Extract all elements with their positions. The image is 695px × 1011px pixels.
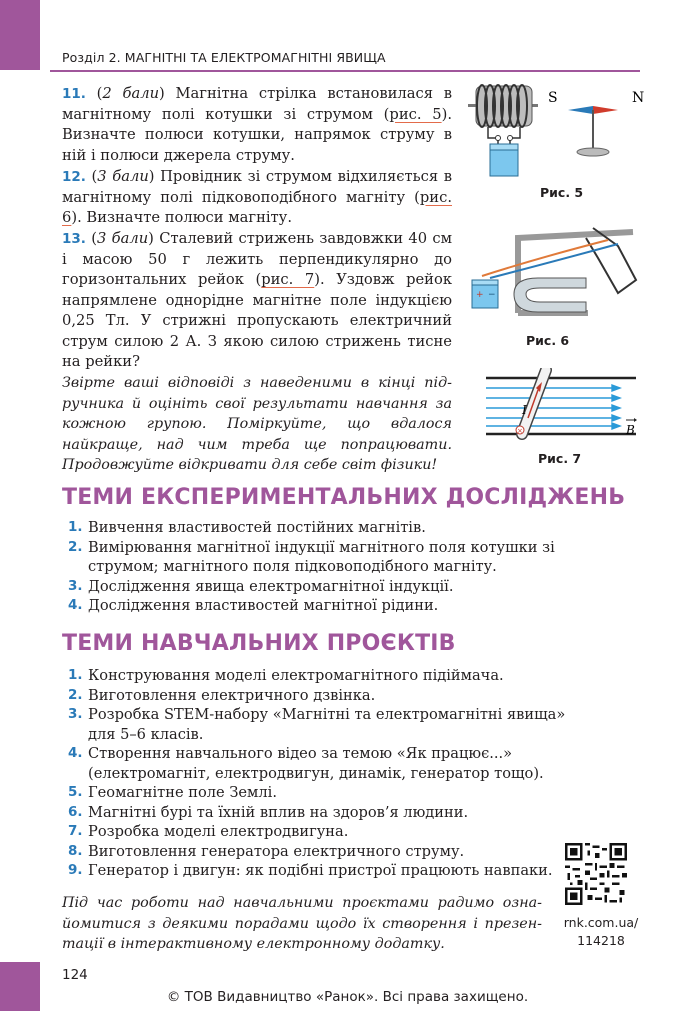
running-head: Розділ 2. МАГНІТНІ ТА ЕЛЕКТРОМАГНІТНІ ЯВИЩА bbox=[62, 50, 386, 65]
task-text-before: ) Сталевий стрижень завдовжки 40 см і масою 50 г лежить перпендикулярно до горизонтальних рейок ( bbox=[62, 230, 453, 288]
list-item-text: Магнітні бурі та їхній вплив на здоров’я людини. bbox=[88, 803, 469, 821]
coil-icon bbox=[476, 85, 532, 127]
projects-section-title: ТЕМИ НАВЧАЛЬНИХ ПРОЄКТІВ bbox=[62, 631, 456, 656]
task-points: 3 бали bbox=[96, 230, 149, 247]
list-item-number: 8. bbox=[68, 842, 83, 859]
task-text-after: ). Визначте полюси котушки, напрямок струму в ній і полюси джерела струму. bbox=[62, 105, 452, 164]
projects-note: Під час роботи над навчальними проєктами радимо ознайомитися з деякими порадами щодо їх створення і презентації в інтерактивному електронному додатку. bbox=[62, 895, 542, 952]
horseshoe-magnet-icon bbox=[514, 278, 586, 312]
pole-label-n: N bbox=[632, 90, 645, 106]
pole-label-s: S bbox=[548, 90, 558, 106]
list-item-text: Виготовлення електричного дзвінка. bbox=[88, 686, 376, 704]
list-item bbox=[68, 518, 568, 538]
list-item-text: Створення навчального відео за темою «Як працює...» (електромагніт, електродвигун, динамік, генератор тощо). bbox=[88, 745, 544, 782]
experiments-list bbox=[68, 518, 568, 616]
figure-reference-link[interactable]: рис. 5 bbox=[389, 105, 442, 123]
svg-text:−: − bbox=[488, 290, 496, 300]
figure-6-horseshoe-magnet bbox=[468, 218, 648, 328]
list-item bbox=[68, 842, 568, 862]
list-item-number: 5. bbox=[68, 784, 83, 800]
list-item-number: 1. bbox=[68, 667, 83, 683]
list-item-text: Конструювання моделі електромагнітного підіймача. bbox=[88, 667, 504, 684]
list-item-number: 6. bbox=[68, 803, 83, 820]
list-item bbox=[68, 538, 568, 577]
list-item bbox=[68, 744, 568, 783]
qr-link-line-1: rnk.com.ua/ bbox=[563, 915, 639, 930]
figure-5-caption: Рис. 5 bbox=[540, 185, 584, 200]
list-item-number: 3. bbox=[68, 577, 83, 594]
self-check-note: Звірте ваші відповіді з наведеними в кінці підручника й оцініть свої результати навчання за кожною групою. Поміркуйте, що вдалося найкраще, над чим треба ще попрацювати. Продовжуйте відкривати для себе світ фізики! bbox=[62, 375, 452, 473]
figure-7-caption: Рис. 7 bbox=[538, 451, 582, 466]
task-points: 2 бали bbox=[102, 85, 160, 102]
battery-icon bbox=[490, 144, 518, 176]
list-item-number: 4. bbox=[68, 745, 83, 761]
list-item bbox=[68, 861, 568, 881]
swing-frame-icon bbox=[586, 228, 636, 293]
qr-link-line-2: 114218 bbox=[577, 933, 625, 948]
task-11: 11. (2 бали) Магнітна стрілка встановилася в магнітному полі котушки зі струмом (рис. 5). Визначте полюси котушки, напрямок струму в ній і полюси джерела струму. bbox=[62, 85, 453, 164]
figure-reference-link[interactable]: рис. 6 bbox=[62, 188, 452, 226]
list-item bbox=[68, 783, 568, 803]
task-number: 12. bbox=[62, 169, 86, 185]
list-item bbox=[68, 577, 568, 597]
list-item-text: Дослідження властивостей магнітної рідини. bbox=[88, 597, 439, 614]
page-number: 124 bbox=[62, 967, 88, 983]
list-item bbox=[68, 705, 568, 744]
header-rule bbox=[50, 70, 640, 72]
qr-code-icon[interactable] bbox=[565, 843, 627, 905]
list-item-text: Генератор і двигун: як подібні пристрої працюють навпаки. bbox=[88, 862, 553, 879]
task-text-before: ) Магнітна стрілка встановилася в магнітному полі котушки зі струмом ( bbox=[62, 85, 453, 123]
list-item bbox=[68, 666, 568, 686]
task-text-after: ). Визначте полюси магніту. bbox=[71, 209, 292, 226]
list-item bbox=[68, 596, 568, 616]
current-label-i: I bbox=[522, 403, 527, 417]
experiments-section-title: ТЕМИ ЕКСПЕРИМЕНТАЛЬНИХ ДОСЛІДЖЕНЬ bbox=[62, 485, 626, 510]
projects-list bbox=[68, 666, 568, 881]
figure-reference-link[interactable]: рис. 7 bbox=[261, 271, 315, 288]
list-item bbox=[68, 803, 568, 823]
task-12: 12. (3 бали) Провідник зі струмом відхиляється в магнітному полі підковоподібного магніту (рис. 6). Визначте полюси магніту. bbox=[62, 168, 453, 226]
list-item-number: 2. bbox=[68, 686, 83, 703]
task-number: 11. bbox=[62, 86, 86, 102]
list-item-text: Геомагнітне поле Землі. bbox=[88, 784, 277, 801]
list-item bbox=[68, 822, 568, 842]
list-item-text: Вивчення властивостей постійних магнітів. bbox=[88, 519, 426, 536]
list-item-number: 9. bbox=[68, 862, 83, 878]
battery-icon bbox=[472, 280, 498, 308]
list-item-text: Виготовлення генератора електричного струму. bbox=[88, 842, 465, 860]
copyright-footer: © ТОВ Видавництво «Ранок». Всі права захищено. bbox=[166, 989, 529, 1005]
page-edge-tab-top bbox=[0, 0, 40, 70]
list-item-text: Розробка STEM-набору «Магнітні та електромагнітні явища» для 5–6 класів. bbox=[88, 706, 566, 743]
qr-link-text[interactable] bbox=[556, 914, 646, 950]
task-points: 3 бали bbox=[97, 168, 149, 185]
figure-7-rod-on-rails bbox=[486, 368, 646, 448]
list-item-text: Розробка моделі електродвигуна. bbox=[88, 823, 349, 840]
list-item bbox=[68, 686, 568, 706]
list-item-text: Вимірювання магнітної індукції магнітного поля котушки зі струмом; магнітного поля підковоподібного магніту. bbox=[88, 538, 555, 575]
list-item-number: 4. bbox=[68, 597, 83, 613]
svg-text:×: × bbox=[517, 427, 523, 435]
compass-needle-icon bbox=[568, 106, 618, 156]
list-item-number: 7. bbox=[68, 823, 83, 839]
list-item-number: 1. bbox=[68, 519, 83, 535]
list-item-number: 3. bbox=[68, 706, 83, 722]
list-item-number: 2. bbox=[68, 538, 83, 555]
field-label-b: B bbox=[626, 423, 635, 437]
task-13: 13. (3 бали) Сталевий стрижень завдовжки 40 см і масою 50 г лежить перпендикулярно до горизонтальних рейок (рис. 7). Уздовж рейок напрямлене однорідне магнітне поле індукцією 0,25 Тл. У стрижні пропускають електричний струм силою 2 А. З якою силою стрижень тисне на рейки? bbox=[62, 230, 453, 370]
task-number: 13. bbox=[62, 231, 86, 247]
figure-6-caption: Рис. 6 bbox=[526, 333, 570, 348]
svg-text:+: + bbox=[476, 290, 484, 300]
figure-5-coil-compass bbox=[466, 80, 666, 182]
task-text-before: ) Провідник зі струмом відхиляється в магнітному полі підковоподібного магніту ( bbox=[62, 168, 453, 206]
list-item-text: Дослідження явища електромагнітної індукції. bbox=[88, 577, 454, 595]
task-text-after: ). Уздовж рейок напрямлене однорідне магнітне поле індукцією 0,25 Тл. У стрижні пропускають електричний струм силою 2 А. З якою силою стрижень тисне на рейки? bbox=[62, 271, 452, 370]
